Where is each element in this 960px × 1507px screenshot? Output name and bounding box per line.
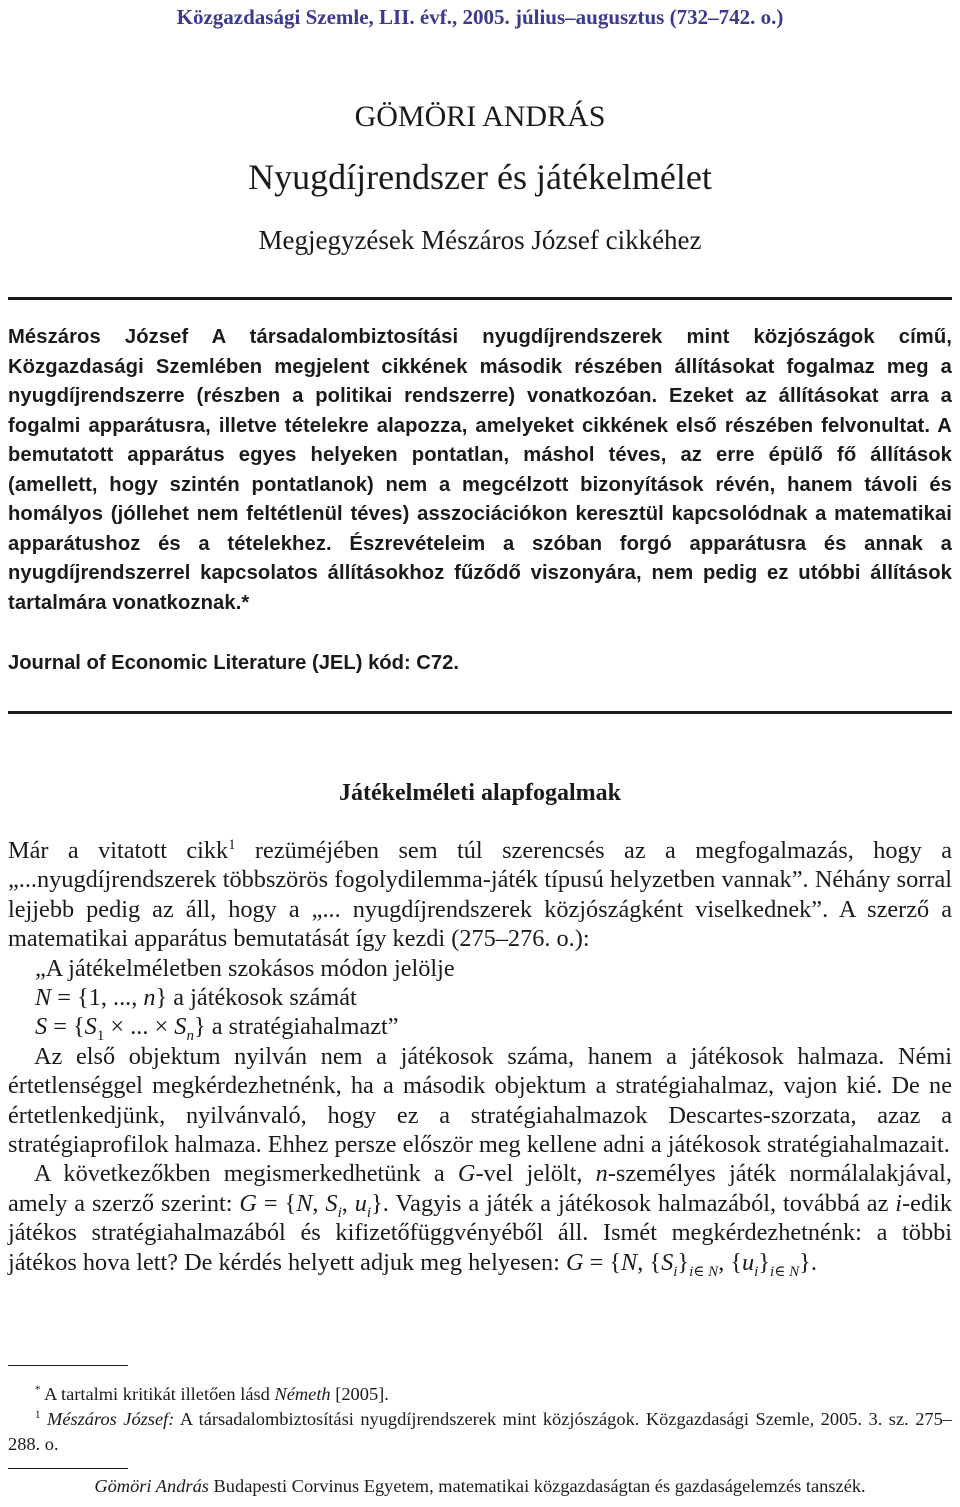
- paragraph-3: A következőkben megismerkedhetünk a G-vel jelölt, n-személyes játék normálalakjával, amely a szerző szerint: G = {N, $S_i$, $u_i$}. Vagyis a játék a játékosok halmazából, továbbá az i-edik játékos stratégiahalmazából és kifizetőfüggvényéből áll. Ismét megkérdezhetnénk: a többi játékos hova lett? De kérdés helyett adjuk meg helyesen: G = {N, $\{S_i\}_{i\in N}$, $\{u_i\}_{i\in N}$}.: [8, 1160, 952, 1280]
- author-affiliation: Gömöri András Budapesti Corvinus Egyetem, matematikai közgazdaságtan és gazdaságelemzés tanszék.: [94, 1476, 866, 1496]
- footnote-star: * A tartalmi kritikát illetően lásd Németh [2005].: [35, 1383, 389, 1404]
- article-subtitle: Megjegyzések Mészáros József cikkéhez: [258, 225, 702, 255]
- article-title: Nyugdíjrendszer és játékelmélet: [248, 157, 712, 197]
- footnote-1: $^1$ Mészáros József: A társadalombiztosítási nyugdíjrendszerek mint közjószágok. Közgazdasági Szemle, 2005. 3. sz. 275–288. o.: [8, 1408, 952, 1454]
- paragraph-2: Az első objektum nyilván nem a játékosok száma, hanem a játékosok halmaza. Némi értetlenséggel megkérdezhetnénk, ha a második objektum a stratégiahalmaz, vajon kié. De ne értetlenkedjünk, nyilvánvaló, hogy ez a stratégiahalmazok Descartes-szorzata, azaz a stratégiaprofilok halmaza. Ehhez persze először meg kellene adni a játékosok stratégiahalmazait.: [8, 1042, 952, 1159]
- jel-code: Journal of Economic Literature (JEL) kód: C72.: [8, 652, 459, 674]
- quote-line-2: N = {1, ..., n} a játékosok számát: [35, 984, 357, 1012]
- section-title: Játékelméleti alapfogalmak: [339, 780, 621, 806]
- abstract-top-rule: [8, 297, 952, 300]
- article-author: GÖMÖRI ANDRÁS: [354, 100, 606, 133]
- normal-form-formula: G = {N, $\{S_i\}_{i\in N}$, $\{u_i\}_{i\in N}$}.: [565, 1248, 817, 1280]
- affiliation-rule: [8, 1468, 128, 1469]
- journal-header: Közgazdasági Szemle, LII. évf., 2005. július–augusztus (732–742. o.): [176, 5, 784, 29]
- footnote-ref-1[interactable]: 1: [228, 836, 236, 853]
- body-text: [8, 836, 952, 1280]
- footnotes: [8, 1382, 952, 1457]
- footnote-rule: [8, 1365, 128, 1366]
- paragraph-1: Már a vitatott cikk$^1$ rezüméjében sem túl szerencsés az a megfogalmazás, hogy a „...nyugdíjrendszerek többszörös fogolydilemma-játék típusú helyzetben vannak”. Néhány sorral lejjebb pedig az áll, hogy a „... nyugdíjrendszerek közjószágként viselkednek”. A szerző a matematikai apparátus bemutatását így kezdi (275–276. o.):: [8, 836, 952, 953]
- abstract: [8, 323, 952, 618]
- quote-line-3: $S = \{S_1$ × ... × $S_n$} a stratégiahalmazt”: [35, 1013, 399, 1045]
- abstract-text: Mészáros József A társadalombiztosítási nyugdíjrendszerek mint közjószágok című, Közgazdasági Szemlében megjelent cikkének második részében állításokat fogalmaz meg a nyugdíjrendszerre (részben a politikai rendszerre) vonatkozóan. Ezeket az állításokat arra a fogalmi apparátusra, illetve tételekre alapozza, amelyeket cikkének első részében felvonultat. A bemutatott apparátus egyes helyeken pontatlan, máshol téves, az erre épülő fő állítások (amellett, hogy szintén pontatlanok) nem a megcélzott bizonyítások révén, hanem távoli és homályos (jóllehet nem feltétlenül téves) asszociációkon keresztül kapcsolódnak a matematikai apparátushoz és a tételekhez. Észrevételeim a szóban forgó apparátusra és annak a nyugdíjrendszerrel kapcsolatos állításokhoz fűződő viszonyára, nem pedig ez utóbbi állítások tartalmára vonatkoznak.*: [8, 326, 952, 614]
- quote-line-1: „A játékelméletben szokásos módon jelölje: [35, 954, 455, 982]
- abstract-bottom-rule: [8, 711, 952, 714]
